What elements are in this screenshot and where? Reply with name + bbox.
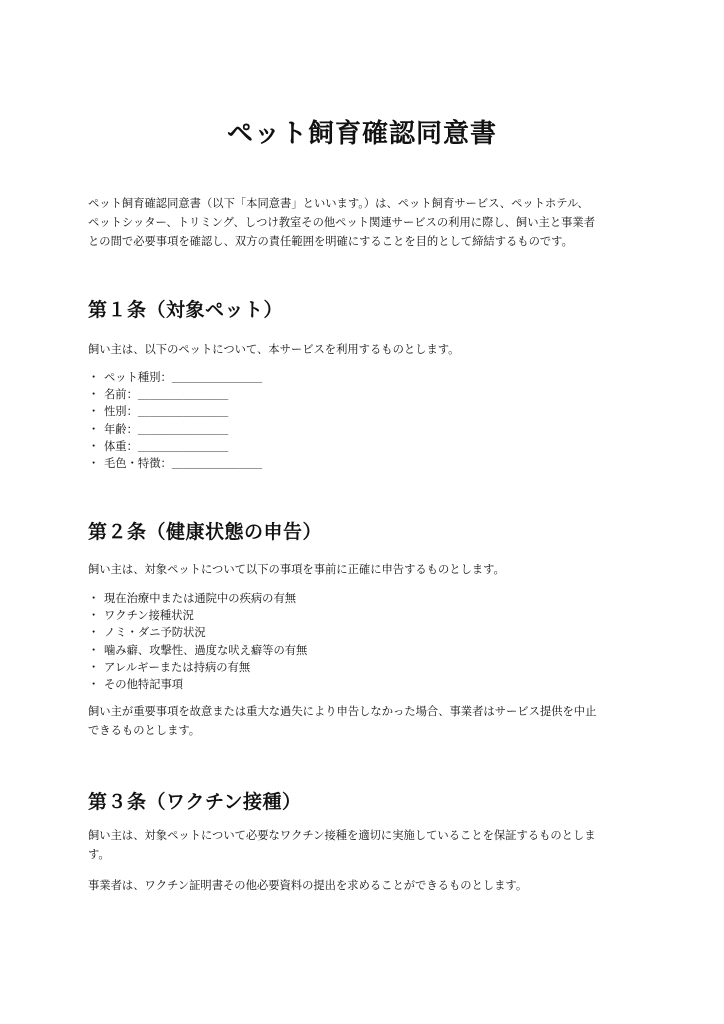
list-item-text: アレルギーまたは持病の有無 <box>104 660 251 674</box>
list-item-text: その他特記事項 <box>104 678 184 692</box>
bullet: ・ <box>88 439 100 453</box>
intro-paragraph: ペット飼育確認同意書（以下「本同意書」といいます。）は、ペット飼育サービス、ペットホテル、 ペットシッター、トリミング、しつけ教室その他ペット関連サービスの利用に際し、飼い主と事業者 との間で必要事項を確認し、双方の責任範囲を明確にすることを目的として締結するものです。 <box>88 197 596 248</box>
article-3-paragraph-2: 事業者は、ワクチン証明書その他必要資料の提出を求めることができるものとします。 <box>88 879 528 892</box>
list-item <box>88 624 307 641</box>
list-item <box>88 421 262 438</box>
article-2-list <box>88 590 307 693</box>
list-item <box>88 403 262 420</box>
list-item-text: ノミ・ダニ予防状況 <box>104 626 206 640</box>
bullet: ・ <box>88 457 100 471</box>
document-title: ペット飼育確認同意書 <box>226 119 497 149</box>
list-item <box>88 607 307 624</box>
bullet: ・ <box>88 678 100 692</box>
pet-color-field: 毛色・特徴：＿＿＿＿＿＿＿＿ <box>104 457 263 471</box>
list-item-text: 現在治療中または通院中の疾病の有無 <box>104 592 297 605</box>
bullet: ・ <box>88 643 100 657</box>
article-2-heading: 第２条（健康状態の申告） <box>88 521 323 543</box>
list-item-text: 噛み癖、攻撃性、過度な吠え癖等の有無 <box>104 643 308 657</box>
pet-name-field: 名前：＿＿＿＿＿＿＿＿ <box>104 388 229 402</box>
bullet: ・ <box>88 422 100 436</box>
bullet: ・ <box>88 592 100 605</box>
list-item-text: ワクチン接種状況 <box>104 609 194 623</box>
list-item <box>88 676 307 693</box>
article-1-heading: 第１条（対象ペット） <box>88 299 284 321</box>
list-item <box>88 438 262 455</box>
pet-sex-field: 性別：＿＿＿＿＿＿＿＿ <box>104 405 229 419</box>
article-3-paragraph-1: 飼い主は、対象ペットについて必要なワクチン接種を適切に実施していることを保証するものとしま す。 <box>88 829 596 861</box>
bullet: ・ <box>88 405 100 419</box>
list-item <box>88 590 307 607</box>
pet-type-field: ペット種別：＿＿＿＿＿＿＿＿ <box>104 371 263 384</box>
list-item <box>88 369 262 386</box>
bullet: ・ <box>88 388 100 402</box>
list-item <box>88 642 307 659</box>
bullet: ・ <box>88 371 100 384</box>
list-item <box>88 386 262 403</box>
article-1-lead: 飼い主は、以下のペットについて、本サービスを利用するものとします。 <box>88 343 460 356</box>
list-item <box>88 455 262 472</box>
bullet: ・ <box>88 626 100 640</box>
article-2-closing: 飼い主が重要事項を故意または重大な過失により申告しなかった場合、事業者はサービス提供を中止 できるものとします。 <box>88 705 597 737</box>
pet-weight-field: 体重：＿＿＿＿＿＿＿＿ <box>104 439 229 453</box>
bullet: ・ <box>88 660 100 674</box>
list-item <box>88 659 307 676</box>
article-3-heading: 第３条（ワクチン接種） <box>88 791 302 813</box>
article-2-lead: 飼い主は、対象ペットについて以下の事項を事前に正確に申告するものとします。 <box>88 563 505 576</box>
article-1-list <box>88 369 262 472</box>
pet-age-field: 年齢：＿＿＿＿＿＿＿＿ <box>104 422 229 436</box>
bullet: ・ <box>88 609 100 623</box>
